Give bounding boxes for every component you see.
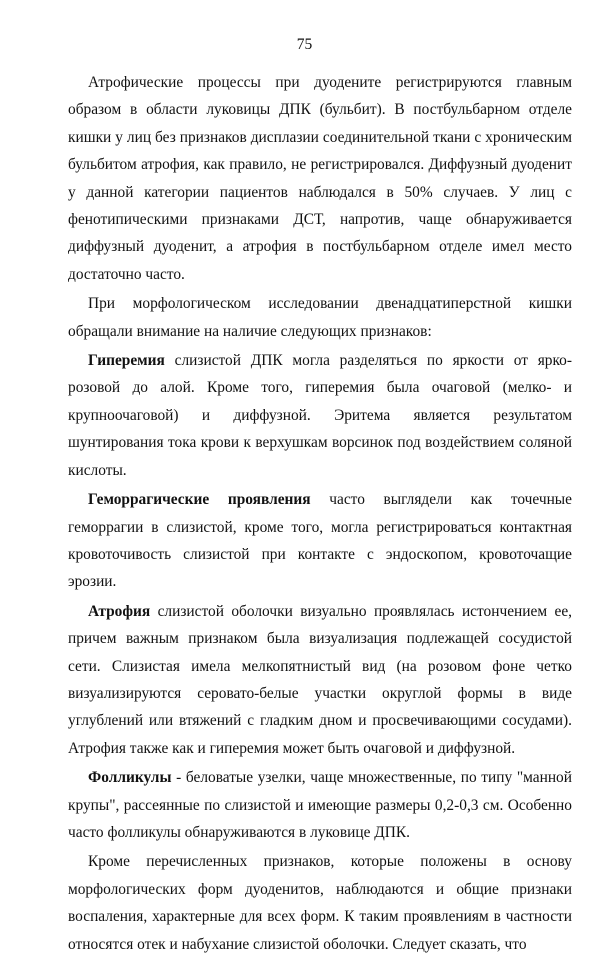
term-follicles: Фолликулы bbox=[88, 769, 172, 787]
paragraph-follicles bbox=[68, 764, 572, 846]
body-text bbox=[68, 69, 572, 958]
paragraph-morphological-study bbox=[68, 290, 572, 345]
paragraph-atrophic-processes bbox=[68, 69, 572, 288]
paragraph-general-signs bbox=[68, 848, 572, 958]
paragraph-text: часто выглядели как точечные геморрагии в слизистой, кроме того, могла регистрироваться контактная кровоточивость слизистой при контакте с эндоскопом, кровоточащие эрозии. bbox=[68, 491, 572, 591]
paragraph-text: - беловатые узелки, чаще множественные, по типу "манной крупы", рассеянные по слизистой и имеющие размеры 0,2-0,3 см. Особенно часто фолликулы обнаруживаются в луковице ДПК. bbox=[68, 769, 572, 841]
paragraph-hemorrhagic bbox=[68, 486, 572, 596]
term-hemorrhagic: Геморрагические проявления bbox=[88, 491, 311, 509]
page-number: 75 bbox=[296, 36, 313, 53]
paragraph-text: Кроме перечисленных признаков, которые положены в основу морфологических форм дуоденитов, наблюдаются и общие признаки воспаления, характерные для всех форм. К таким проявлениям в частности относятся отек и набухание слизистой оболочки. Следует сказать, что bbox=[68, 853, 572, 953]
paragraph-atrophy bbox=[68, 598, 572, 762]
term-atrophy: Атрофия bbox=[88, 602, 151, 620]
paragraph-text: При морфологическом исследовании двенадцатиперстной кишки обращали внимание на наличие следующих признаков: bbox=[68, 295, 572, 340]
paragraph-text: Атрофические процессы при дуодените регистрируются главным образом в области луковицы ДПК (бульбит). В постбульбарном отделе кишки у лиц без признаков дисплазии соединительной ткани с хроническим бульбитом атрофия, как правило, не регистрировался. Диффузный дуоденит у данной категории пациентов наблюдался в 50% случаев. У лиц с фенотипическими признаками ДСТ, напротив, чаще обнаруживается диффузный дуоденит, а атрофия в постбульбарном отделе имел место достаточно часто. bbox=[68, 74, 572, 283]
paragraph-text: слизистой оболочки визуально проявлялась истончением ее, причем важным признаком была визуализация подлежащей сосудистой сети. Слизистая имела мелкопятнистый вид (на розовом фоне четко визуализируются серовато-белые участки округлой формы в виде углублений или втяжений с гладким дном и просвечивающими сосудами). Атрофия также как и гиперемия может быть очаговой и диффузной. bbox=[68, 602, 572, 757]
paragraph-hyperemia bbox=[68, 347, 572, 484]
paragraph-text: слизистой ДПК могла разделяться по яркости от ярко-розовой до алой. Кроме того, гиперемия была очаговой (мелко- и крупноочаговой) и диффузной. Эритема является результатом шунтирования тока крови к верхушкам ворсинок под воздействием соляной кислоты. bbox=[68, 352, 572, 479]
term-hyperemia: Гиперемия bbox=[88, 352, 165, 370]
